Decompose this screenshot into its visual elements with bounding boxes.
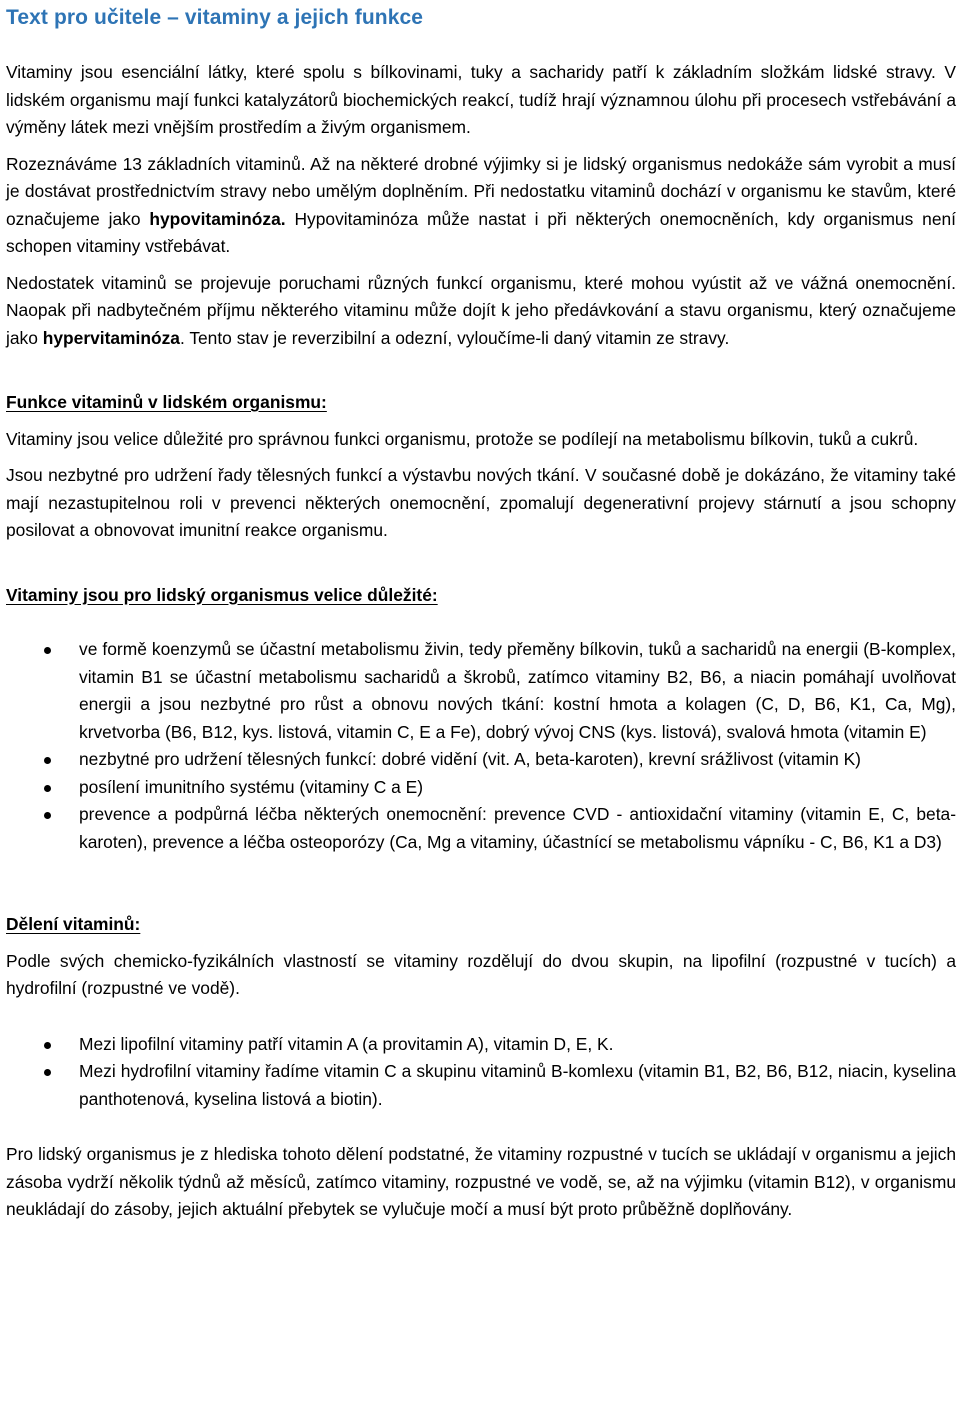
term-hypovitaminoza: hypovitaminóza.: [149, 208, 286, 229]
bullet-icon: [44, 812, 51, 819]
text-run: . Tento stav je reverzibilní a odezní, vyloučíme-li daný vitamin ze stravy.: [179, 327, 730, 348]
list-item: [6, 636, 956, 746]
section-heading-functions: Funkce vitaminů v lidském organismu:: [6, 392, 327, 412]
bullet-icon: [44, 1042, 51, 1049]
list-item-text: ve formě koenzymů se účastní metabolismu živin, tedy přeměny bílkovin, tuků a sacharidů na energii (B-komplex, vitamin B1 se účastní metabolismu sacharidů a škrobů, zatímco vitaminy B2, B6, a niacin pomáhají uvolňovat energii a jsou nezbytné pro růst a obnovu nových tkání: kostní hmota a kolagen (C, D, B6, K1, Ca, Mg), krvetvorba (B6, B12, kys. listová, vitamin C, E a Fe), dobrý vývoj CNS (kys. listová), svalová hmota (vitamin E): [79, 639, 956, 742]
list-item-text: nezbytné pro udržení tělesných funkcí: dobré vidění (vit. A, beta-karoten), krevní srážlivost (vitamin K): [79, 749, 861, 769]
bullet-icon: [44, 785, 51, 792]
bullet-icon: [44, 1069, 51, 1076]
importance-list: [6, 636, 956, 856]
classification-paragraph-2: Pro lidský organismus je z hlediska tohoto dělení podstatné, že vitaminy rozpustné v tucích se ukládají v organismu a jejich zásoba vydrží několik týdnů až měsíců, zatímco vitaminy, rozpustné ve vodě, se, až na výjimku (vitamin B12), v organismu neukládají do zásoby, jejich aktuální přebytek se vylučuje močí a musí být proto průběžně doplňovány.: [6, 1144, 956, 1219]
section-heading-importance: Vitaminy jsou pro lidský organismus velice důležité:: [6, 584, 438, 605]
list-item-text: posílení imunitního systému (vitaminy C a E): [79, 776, 424, 797]
bullet-icon: [44, 757, 51, 764]
text-run: Nedostatek vitaminů se projevuje poruchami různých funkcí organismu, které mohou vyústit až ve vážná onemocnění. Naopak při nadbytečném příjmu některého vitaminu může dojít k jeho předávkování a stavu organismu, který označujeme jako: [6, 272, 956, 348]
list-item: [6, 801, 956, 856]
list-item: [6, 774, 956, 802]
functions-paragraph-2: Jsou nezbytné pro udržení řady tělesných funkcí a výstavbu nových tkání. V současné době je dokázáno, že vitaminy také mají nezastupitelnou roli v prevenci některých onemocnění, zpomalují degenerativní projevy stárnutí a jsou schopny posilovat a obnovovat imunitní reakce organismu.: [6, 465, 956, 540]
text-run: Hypovitaminóza může nastat i při některých onemocněních, kdy organismus není schopen vitaminy vstřebávat.: [6, 208, 956, 256]
paragraph-hypovitaminosis: [6, 151, 956, 261]
text-run: Rozeznáváme 13 základních vitaminů. Až na některé drobné výjimky si je lidský organismus nedokáže sám vyrobit a musí je dostávat prostřednictvím stravy nebo umělým doplněním. Při nedostatku vitaminů dochází v organismu ke stavům, které označujeme jako: [6, 153, 956, 229]
list-item-text: prevence a podpůrná léčba některých onemocnění: prevence CVD - antioxidační vitaminy (vitamin E, C, beta-karoten), prevence a léčba osteoporózy (Ca, Mg a vitaminy, účastnící se metabolismu vápníku - C, B6, K1 a D3): [79, 804, 956, 852]
section-heading-classification: Dělení vitaminů:: [6, 914, 141, 934]
list-item: [6, 1058, 956, 1113]
classification-paragraph-1: Podle svých chemicko-fyzikálních vlastností se vitaminy rozdělují do dvou skupin, na lipofilní (rozpustné v tucích) a hydrofilní (rozpustné ve vodě).: [6, 950, 956, 998]
bullet-icon: [44, 647, 51, 654]
classification-list: [6, 1031, 956, 1114]
intro-paragraph: Vitaminy jsou esenciální látky, které spolu s bílkovinami, tuky a sacharidy patří k základním složkám lidské stravy. V lidském organismu mají funkci katalyzátorů biochemických reakcí, tudíž hrají významnou úlohu při procesech vstřebávání a výměny látek mezi vnějším prostředím a živým organismem.: [6, 62, 956, 137]
functions-paragraph-1: Vitaminy jsou velice důležité pro správnou funkci organismu, protože se podílejí na metabolismu bílkovin, tuků a cukrů.: [6, 428, 919, 449]
list-item-text: Mezi hydrofilní vitaminy řadíme vitamin C a skupinu vitaminů B-komlexu (vitamin B1, B2, B6, B12, niacin, kyselina panthotenová, kyselina listová a biotin).: [79, 1061, 956, 1109]
list-item-text: Mezi lipofilní vitaminy patří vitamin A (a provitamin A), vitamin D, E, K.: [79, 1033, 614, 1054]
paragraph-hypervitaminosis: [6, 270, 956, 353]
document-title: Text pro učitele – vitaminy a jejich funkce: [6, 6, 424, 29]
list-item: [6, 1031, 956, 1059]
term-hypervitaminoza: hypervitaminóza: [42, 327, 180, 348]
list-item: [6, 746, 956, 774]
